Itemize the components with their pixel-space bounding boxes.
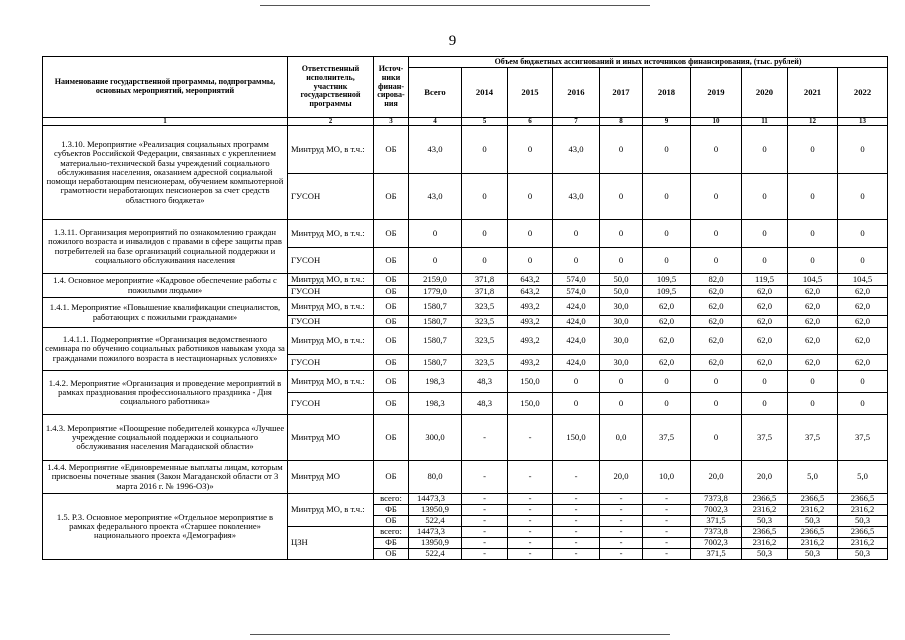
- year-value-cell: -: [462, 505, 508, 516]
- activity-name: 1.4. Основное мероприятие «Кадровое обеспечение работы с пожилыми людьми»: [43, 274, 288, 298]
- year-value-cell: 62,0: [691, 355, 742, 371]
- year-value-cell: 62,0: [838, 328, 888, 355]
- total-cell: 43,0: [409, 174, 462, 220]
- year-value-cell: 0: [643, 393, 691, 415]
- year-value-cell: 0: [788, 174, 838, 220]
- year-value-cell: -: [508, 494, 553, 505]
- year-value-cell: 37,5: [838, 415, 888, 461]
- header-total: Всего: [409, 68, 462, 118]
- year-value-cell: 82,0: [691, 274, 742, 286]
- year-value-cell: 50,3: [788, 516, 838, 527]
- total-cell: 43,0: [409, 126, 462, 174]
- year-value-cell: 0: [462, 174, 508, 220]
- year-value-cell: 2316,2: [788, 505, 838, 516]
- header-year: 2015: [508, 68, 553, 118]
- year-value-cell: 0: [553, 393, 600, 415]
- activity-name: 1.4.4. Мероприятие «Единовременные выплаты лицам, которым присвоены почетные звания (Закон Магаданской области от 3 марта 2016 г. № 1996-ОЗ)»: [43, 461, 288, 494]
- executor-cell: Минтруд МО: [288, 415, 374, 461]
- year-value-cell: 62,0: [838, 355, 888, 371]
- year-value-cell: 10,0: [643, 461, 691, 494]
- column-number: 5: [462, 118, 508, 126]
- year-value-cell: 2366,5: [788, 527, 838, 538]
- year-value-cell: -: [643, 538, 691, 549]
- column-number: 8: [600, 118, 643, 126]
- year-value-cell: 62,0: [788, 298, 838, 316]
- budget-table: [42, 56, 888, 560]
- year-value-cell: 0: [788, 220, 838, 248]
- year-value-cell: 62,0: [838, 286, 888, 298]
- year-value-cell: 50,3: [838, 549, 888, 560]
- year-value-cell: 0: [788, 393, 838, 415]
- year-value-cell: 62,0: [643, 298, 691, 316]
- year-value-cell: 30,0: [600, 316, 643, 328]
- year-value-cell: 323,5: [462, 355, 508, 371]
- year-value-cell: 643,2: [508, 274, 553, 286]
- page-top-rule: [260, 5, 650, 6]
- year-value-cell: 2316,2: [788, 538, 838, 549]
- year-value-cell: 424,0: [553, 316, 600, 328]
- year-value-cell: -: [643, 549, 691, 560]
- year-value-cell: -: [462, 461, 508, 494]
- year-value-cell: 574,0: [553, 286, 600, 298]
- year-value-cell: -: [462, 415, 508, 461]
- year-value-cell: 0,0: [600, 415, 643, 461]
- year-value-cell: 62,0: [643, 328, 691, 355]
- year-value-cell: -: [553, 505, 600, 516]
- year-value-cell: 424,0: [553, 355, 600, 371]
- source-cell: ОБ: [374, 328, 409, 355]
- total-cell: 14473,3: [409, 494, 462, 505]
- year-value-cell: 62,0: [643, 316, 691, 328]
- table-row: [43, 371, 888, 393]
- total-cell: 0: [409, 248, 462, 274]
- year-value-cell: 7373,8: [691, 527, 742, 538]
- source-cell: ОБ: [374, 298, 409, 316]
- year-value-cell: 0: [838, 248, 888, 274]
- source-cell: ФБ: [374, 505, 409, 516]
- source-cell: ОБ: [374, 549, 409, 560]
- year-value-cell: -: [600, 527, 643, 538]
- total-cell: 13950,9: [409, 505, 462, 516]
- header-year: 2016: [553, 68, 600, 118]
- year-value-cell: 493,2: [508, 316, 553, 328]
- executor-cell: Минтруд МО, в т.ч.:: [288, 274, 374, 286]
- year-value-cell: 0: [838, 174, 888, 220]
- year-value-cell: 48,3: [462, 371, 508, 393]
- total-cell: 522,4: [409, 549, 462, 560]
- year-value-cell: -: [508, 415, 553, 461]
- header-executor: Ответственный исполнитель, участник государственной программы: [288, 57, 374, 118]
- year-value-cell: -: [462, 527, 508, 538]
- year-value-cell: -: [508, 461, 553, 494]
- year-value-cell: 20,0: [742, 461, 788, 494]
- year-value-cell: -: [643, 516, 691, 527]
- executor-cell: Минтруд МО, в т.ч.:: [288, 298, 374, 316]
- year-value-cell: 0: [553, 220, 600, 248]
- executor-cell: Минтруд МО, в т.ч.:: [288, 371, 374, 393]
- year-value-cell: 323,5: [462, 328, 508, 355]
- column-number: 13: [838, 118, 888, 126]
- year-value-cell: 0: [742, 248, 788, 274]
- source-cell: ОБ: [374, 174, 409, 220]
- header-year: 2017: [600, 68, 643, 118]
- column-number: 11: [742, 118, 788, 126]
- table-row: [43, 415, 888, 461]
- year-value-cell: -: [508, 516, 553, 527]
- year-value-cell: 0: [838, 371, 888, 393]
- source-cell: ОБ: [374, 415, 409, 461]
- year-value-cell: -: [462, 538, 508, 549]
- header-year: 2019: [691, 68, 742, 118]
- year-value-cell: -: [553, 549, 600, 560]
- source-cell: ОБ: [374, 220, 409, 248]
- year-value-cell: 5,0: [838, 461, 888, 494]
- year-value-cell: 0: [691, 126, 742, 174]
- header-name: Наименование государственной программы, подпрограммы, основных мероприятий, мероприятий: [43, 57, 288, 118]
- year-value-cell: 0: [788, 126, 838, 174]
- year-value-cell: 62,0: [838, 298, 888, 316]
- year-value-cell: 323,5: [462, 298, 508, 316]
- year-value-cell: 62,0: [788, 355, 838, 371]
- year-value-cell: 0: [600, 393, 643, 415]
- year-value-cell: -: [508, 527, 553, 538]
- year-value-cell: 2316,2: [838, 538, 888, 549]
- table-row: [43, 461, 888, 494]
- source-cell: ОБ: [374, 355, 409, 371]
- year-value-cell: 7002,3: [691, 538, 742, 549]
- year-value-cell: 0: [643, 174, 691, 220]
- year-value-cell: 62,0: [742, 298, 788, 316]
- year-value-cell: 2366,5: [742, 494, 788, 505]
- year-value-cell: -: [508, 538, 553, 549]
- year-value-cell: 37,5: [742, 415, 788, 461]
- year-value-cell: 0: [838, 393, 888, 415]
- source-cell: всего:: [374, 494, 409, 505]
- activity-name: 1.3.10. Мероприятие «Реализация социальных программ субъектов Российской Федерации, связанных с укреплением материально-технической базы учреждений социального обслуживания населения, оказанием адресной социальной помощи неработающим пенсионерам, обучением компьютерной грамотности неработающих пенсионеров за счет средств областного бюджета»: [43, 126, 288, 220]
- total-cell: 300,0: [409, 415, 462, 461]
- executor-cell: ГУСОН: [288, 286, 374, 298]
- year-value-cell: 643,2: [508, 286, 553, 298]
- table-row: [43, 298, 888, 316]
- year-value-cell: 371,5: [691, 549, 742, 560]
- year-value-cell: 0: [600, 248, 643, 274]
- year-value-cell: 323,5: [462, 316, 508, 328]
- year-value-cell: 0: [643, 220, 691, 248]
- table-row: [43, 328, 888, 355]
- budget-table-body: [43, 126, 888, 560]
- source-cell: ОБ: [374, 371, 409, 393]
- year-value-cell: 0: [838, 126, 888, 174]
- year-value-cell: 0: [508, 248, 553, 274]
- year-value-cell: 493,2: [508, 298, 553, 316]
- source-cell: ОБ: [374, 274, 409, 286]
- column-number: 12: [788, 118, 838, 126]
- year-value-cell: 62,0: [643, 355, 691, 371]
- source-cell: всего:: [374, 527, 409, 538]
- year-value-cell: -: [643, 494, 691, 505]
- year-value-cell: 0: [742, 371, 788, 393]
- year-value-cell: 0: [462, 220, 508, 248]
- executor-cell: ЦЗН: [288, 527, 374, 560]
- table-row: [43, 220, 888, 248]
- total-cell: 2159,0: [409, 274, 462, 286]
- table-row: [43, 126, 888, 174]
- year-value-cell: 30,0: [600, 355, 643, 371]
- year-value-cell: 0: [691, 415, 742, 461]
- total-cell: 80,0: [409, 461, 462, 494]
- year-value-cell: 2366,5: [742, 527, 788, 538]
- column-number: 3: [374, 118, 409, 126]
- total-cell: 522,4: [409, 516, 462, 527]
- year-value-cell: 7373,8: [691, 494, 742, 505]
- year-value-cell: 0: [643, 248, 691, 274]
- year-value-cell: 371,8: [462, 286, 508, 298]
- year-value-cell: 62,0: [742, 355, 788, 371]
- year-value-cell: 62,0: [788, 286, 838, 298]
- year-value-cell: 0: [643, 126, 691, 174]
- total-cell: 198,3: [409, 393, 462, 415]
- page-bottom-rule: [250, 634, 670, 635]
- year-value-cell: 0: [788, 248, 838, 274]
- table-row: [43, 494, 888, 505]
- year-value-cell: 0: [691, 248, 742, 274]
- year-value-cell: 371,8: [462, 274, 508, 286]
- year-value-cell: 0: [462, 248, 508, 274]
- year-value-cell: -: [600, 516, 643, 527]
- year-value-cell: -: [553, 494, 600, 505]
- year-value-cell: 2316,2: [742, 538, 788, 549]
- year-value-cell: 371,5: [691, 516, 742, 527]
- year-value-cell: 2316,2: [742, 505, 788, 516]
- year-value-cell: -: [643, 527, 691, 538]
- year-value-cell: 150,0: [508, 393, 553, 415]
- year-value-cell: 62,0: [691, 328, 742, 355]
- column-number: 10: [691, 118, 742, 126]
- source-cell: ОБ: [374, 286, 409, 298]
- year-value-cell: 50,0: [600, 274, 643, 286]
- year-value-cell: 62,0: [691, 316, 742, 328]
- year-value-cell: 424,0: [553, 298, 600, 316]
- total-cell: 1779,0: [409, 286, 462, 298]
- total-cell: 14473,3: [409, 527, 462, 538]
- page-number: 9: [448, 33, 457, 49]
- year-value-cell: 493,2: [508, 328, 553, 355]
- year-value-cell: 0: [742, 174, 788, 220]
- year-value-cell: -: [600, 549, 643, 560]
- source-cell: ОБ: [374, 393, 409, 415]
- executor-cell: ГУСОН: [288, 248, 374, 274]
- year-value-cell: 150,0: [553, 415, 600, 461]
- total-cell: 1580,7: [409, 316, 462, 328]
- executor-cell: Минтруд МО: [288, 461, 374, 494]
- activity-name: 1.5. Р.3. Основное мероприятие «Отдельное мероприятие в рамках федерального проекта «Старшее поколение» национального проекта «Демография»: [43, 494, 288, 560]
- year-value-cell: 0: [691, 174, 742, 220]
- year-value-cell: 0: [600, 174, 643, 220]
- year-value-cell: 5,0: [788, 461, 838, 494]
- executor-cell: Минтруд МО, в т.ч.:: [288, 126, 374, 174]
- year-value-cell: 62,0: [691, 286, 742, 298]
- column-number-row: [43, 118, 888, 126]
- source-cell: ОБ: [374, 461, 409, 494]
- header-year: 2022: [838, 68, 888, 118]
- year-value-cell: 0: [508, 174, 553, 220]
- year-value-cell: 50,0: [600, 286, 643, 298]
- year-value-cell: 0: [462, 126, 508, 174]
- year-value-cell: 0: [600, 371, 643, 393]
- year-value-cell: -: [600, 505, 643, 516]
- year-value-cell: 2316,2: [838, 505, 888, 516]
- total-cell: 1580,7: [409, 355, 462, 371]
- year-value-cell: 0: [508, 220, 553, 248]
- source-cell: ОБ: [374, 516, 409, 527]
- year-value-cell: -: [553, 538, 600, 549]
- header-source: Источ-ники финан-сирова-ния: [374, 57, 409, 118]
- year-value-cell: 20,0: [600, 461, 643, 494]
- total-cell: 198,3: [409, 371, 462, 393]
- year-value-cell: 62,0: [788, 316, 838, 328]
- header-funding-title: Объем бюджетных ассигнований и иных источников финансирования, (тыс. рублей): [409, 57, 888, 68]
- year-value-cell: 0: [691, 220, 742, 248]
- source-cell: ОБ: [374, 248, 409, 274]
- year-value-cell: -: [462, 549, 508, 560]
- year-value-cell: 7002,3: [691, 505, 742, 516]
- year-value-cell: 30,0: [600, 328, 643, 355]
- year-value-cell: 50,3: [742, 516, 788, 527]
- year-value-cell: 109,5: [643, 274, 691, 286]
- year-value-cell: 48,3: [462, 393, 508, 415]
- executor-cell: ГУСОН: [288, 316, 374, 328]
- year-value-cell: 50,3: [838, 516, 888, 527]
- column-number: 1: [43, 118, 288, 126]
- year-value-cell: 62,0: [742, 328, 788, 355]
- year-value-cell: 0: [600, 220, 643, 248]
- year-value-cell: -: [600, 538, 643, 549]
- year-value-cell: 20,0: [691, 461, 742, 494]
- year-value-cell: -: [508, 505, 553, 516]
- executor-cell: ГУСОН: [288, 355, 374, 371]
- year-value-cell: 62,0: [838, 316, 888, 328]
- year-value-cell: -: [643, 505, 691, 516]
- activity-name: 1.4.3. Мероприятие «Поощрение победителей конкурса «Лучшее учреждение социальной поддержки и социального обслуживания населения Магаданской области»: [43, 415, 288, 461]
- year-value-cell: 0: [742, 220, 788, 248]
- year-value-cell: 62,0: [691, 298, 742, 316]
- year-value-cell: -: [553, 461, 600, 494]
- year-value-cell: 2366,5: [838, 494, 888, 505]
- executor-cell: Минтруд МО, в т.ч.:: [288, 494, 374, 527]
- year-value-cell: 424,0: [553, 328, 600, 355]
- executor-cell: ГУСОН: [288, 393, 374, 415]
- year-value-cell: 493,2: [508, 355, 553, 371]
- year-value-cell: 150,0: [508, 371, 553, 393]
- column-number: 4: [409, 118, 462, 126]
- column-number: 6: [508, 118, 553, 126]
- column-number: 9: [643, 118, 691, 126]
- year-value-cell: -: [508, 549, 553, 560]
- header-year: 2018: [643, 68, 691, 118]
- year-value-cell: 43,0: [553, 174, 600, 220]
- executor-cell: ГУСОН: [288, 174, 374, 220]
- year-value-cell: 0: [742, 393, 788, 415]
- source-cell: ОБ: [374, 316, 409, 328]
- year-value-cell: 2366,5: [838, 527, 888, 538]
- year-value-cell: 2366,5: [788, 494, 838, 505]
- executor-cell: Минтруд МО, в т.ч.:: [288, 328, 374, 355]
- year-value-cell: 119,5: [742, 274, 788, 286]
- header-year: 2014: [462, 68, 508, 118]
- year-value-cell: 62,0: [742, 286, 788, 298]
- total-cell: 1580,7: [409, 328, 462, 355]
- year-value-cell: 30,0: [600, 298, 643, 316]
- year-value-cell: 50,3: [788, 549, 838, 560]
- header-year: 2020: [742, 68, 788, 118]
- column-number: 7: [553, 118, 600, 126]
- total-cell: 0: [409, 220, 462, 248]
- year-value-cell: 37,5: [643, 415, 691, 461]
- year-value-cell: 109,5: [643, 286, 691, 298]
- activity-name: 1.4.1.1. Подмероприятие «Организация ведомственного семинара по обучению социальных работников навыкам ухода за гражданами пожилого возраста в нестационарных условиях»: [43, 328, 288, 371]
- year-value-cell: -: [600, 494, 643, 505]
- year-value-cell: 43,0: [553, 126, 600, 174]
- year-value-cell: 0: [742, 126, 788, 174]
- total-cell: 13950,9: [409, 538, 462, 549]
- year-value-cell: 0: [508, 126, 553, 174]
- year-value-cell: 0: [553, 371, 600, 393]
- year-value-cell: 0: [600, 126, 643, 174]
- year-value-cell: 0: [643, 371, 691, 393]
- column-number: 2: [288, 118, 374, 126]
- year-value-cell: 50,3: [742, 549, 788, 560]
- activity-name: 1.3.11. Организация мероприятий по ознакомлению граждан пожилого возраста и инвалидов с правами в сфере защиты прав потребителей на базе организаций социальной поддержки и социального обслуживания населения: [43, 220, 288, 274]
- executor-cell: Минтруд МО, в т.ч.:: [288, 220, 374, 248]
- year-value-cell: 0: [838, 220, 888, 248]
- year-value-cell: 0: [553, 248, 600, 274]
- total-cell: 1580,7: [409, 298, 462, 316]
- year-value-cell: 62,0: [788, 328, 838, 355]
- activity-name: 1.4.1. Мероприятие «Повышение квалификации специалистов, работающих с пожилыми гражданами»: [43, 298, 288, 328]
- year-value-cell: 574,0: [553, 274, 600, 286]
- year-value-cell: 104,5: [788, 274, 838, 286]
- year-value-cell: 0: [788, 371, 838, 393]
- year-value-cell: 104,5: [838, 274, 888, 286]
- source-cell: ОБ: [374, 126, 409, 174]
- table-row: [43, 274, 888, 286]
- activity-name: 1.4.2. Мероприятие «Организация и проведение мероприятий в рамках празднования профессионального праздника - Дня социального работника»: [43, 371, 288, 415]
- year-value-cell: 37,5: [788, 415, 838, 461]
- year-value-cell: -: [462, 494, 508, 505]
- source-cell: ФБ: [374, 538, 409, 549]
- year-value-cell: -: [462, 516, 508, 527]
- year-value-cell: -: [553, 516, 600, 527]
- year-value-cell: 0: [691, 371, 742, 393]
- year-value-cell: 62,0: [742, 316, 788, 328]
- year-value-cell: 0: [691, 393, 742, 415]
- header-year: 2021: [788, 68, 838, 118]
- year-value-cell: -: [553, 527, 600, 538]
